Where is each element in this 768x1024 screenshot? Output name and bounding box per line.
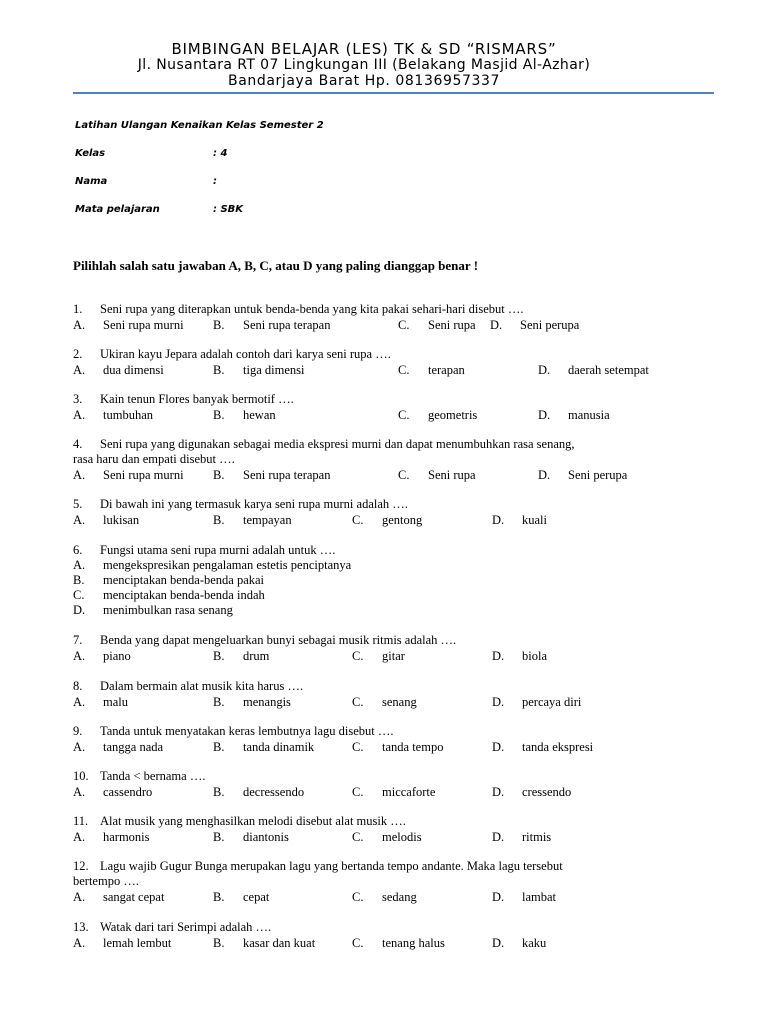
option-text: Seni rupa terapan (243, 468, 331, 482)
option-letter: A. (73, 363, 86, 377)
option-letter: A. (73, 695, 86, 709)
question-number: 2. (73, 347, 83, 361)
option-letter: B. (73, 573, 85, 587)
option-text: menimbulkan rasa senang (103, 603, 233, 617)
question-5 (73, 497, 723, 528)
option-text: cressendo (522, 785, 572, 799)
option-letter: D. (73, 603, 86, 617)
option-letter: A. (73, 890, 86, 904)
question-6 (73, 543, 723, 618)
institution-address: Jl. Nusantara RT 07 Lingkungan III (Belakang Masjid Al-Azhar) (137, 57, 591, 73)
option-text: lemah lembut (103, 936, 172, 950)
answer-options (73, 468, 723, 483)
option-letter: D. (492, 740, 505, 754)
question-stem (73, 859, 723, 874)
option-letter: B. (213, 830, 225, 844)
option-letter: A. (73, 318, 86, 332)
question-text: Alat musik yang menghasilkan melodi disebut alat musik …. (100, 814, 406, 828)
question-stem (73, 347, 723, 362)
option-text: drum (243, 649, 270, 663)
option-text: diantonis (243, 830, 289, 844)
option-letter: D. (538, 408, 551, 422)
option-letter: C. (352, 890, 364, 904)
option-text: tiga dimensi (243, 363, 305, 377)
question-stem (73, 769, 723, 784)
question-text: Di bawah ini yang termasuk karya seni rupa murni adalah …. (100, 497, 408, 511)
option-text: kaku (522, 936, 547, 950)
option-text: kasar dan kuat (243, 936, 316, 950)
question-7 (73, 633, 723, 664)
question-8 (73, 679, 723, 710)
question-text: Benda yang dapat mengeluarkan bunyi sebagai musik ritmis adalah …. (100, 633, 457, 647)
option-text: cepat (243, 890, 270, 904)
option-letter: D. (492, 785, 505, 799)
option-text: mengekspresikan pengalaman estetis penciptanya (103, 558, 352, 572)
question-text: Kain tenun Flores banyak bermotif …. (100, 392, 294, 406)
question-text: Seni rupa yang digunakan sebagai media ekspresi murni dan dapat menumbuhkan rasa senang, (100, 437, 575, 451)
question-number: 8. (73, 679, 83, 693)
option-letter: B. (213, 695, 225, 709)
question-stem (73, 497, 723, 512)
option-text: menangis (243, 695, 291, 709)
option-letter: D. (538, 468, 551, 482)
option-letter: B. (213, 890, 225, 904)
option-text: tumbuhan (103, 408, 153, 422)
instruction-text: Pilihlah salah satu jawaban A, B, C, atau D yang paling dianggap benar ! (73, 258, 479, 273)
question-stem (73, 724, 723, 739)
institution-location: Bandarjaya Barat Hp. 08136957337 (227, 73, 500, 89)
option-text: manusia (568, 408, 610, 422)
option-text: Seni rupa (428, 318, 476, 332)
nama-value: : (213, 176, 217, 187)
question-12 (73, 859, 723, 905)
option-letter: A. (73, 649, 86, 663)
option-text: percaya diri (522, 695, 582, 709)
answer-options (73, 785, 723, 800)
question-stem (73, 814, 723, 829)
answer-options (73, 513, 723, 528)
option-text: decressendo (243, 785, 305, 799)
question-number: 11. (73, 814, 89, 828)
question-number: 5. (73, 497, 83, 511)
nama-label: Nama (75, 176, 108, 187)
option-letter: D. (492, 936, 505, 950)
option-text: geometris (428, 408, 478, 422)
option-text: tanda tempo (382, 740, 444, 754)
kelas-label: Kelas (75, 148, 106, 159)
question-text: Watak dari tari Serimpi adalah …. (100, 920, 272, 934)
option-letter: D. (492, 513, 505, 527)
question-text-continued: bertempo …. (73, 874, 139, 888)
option-text: sedang (382, 890, 417, 904)
answer-options (73, 936, 723, 951)
question-number: 12. (73, 859, 89, 873)
question-text: Dalam bermain alat musik kita harus …. (100, 679, 304, 693)
option-letter: C. (352, 936, 364, 950)
option-text: Seni perupa (568, 468, 628, 482)
answer-option[interactable] (73, 603, 723, 618)
option-letter: D. (490, 318, 503, 332)
option-letter: C. (352, 785, 364, 799)
option-letter: C. (352, 740, 364, 754)
option-letter: B. (213, 363, 225, 377)
option-letter: D. (492, 830, 505, 844)
option-letter: A. (73, 936, 86, 950)
option-text: senang (382, 695, 417, 709)
question-9 (73, 724, 723, 755)
question-13 (73, 920, 723, 951)
option-letter: B. (213, 468, 225, 482)
option-text: menciptakan benda-benda indah (103, 588, 265, 602)
option-text: tangga nada (103, 740, 164, 754)
question-stem (73, 633, 723, 648)
question-number: 4. (73, 437, 83, 451)
question-stem (73, 392, 723, 407)
option-text: Seni rupa (428, 468, 476, 482)
exam-title: Latihan Ulangan Kenaikan Kelas Semester 2 (75, 120, 324, 131)
option-text: miccaforte (382, 785, 436, 799)
option-text: Seni rupa terapan (243, 318, 331, 332)
option-text: lukisan (103, 513, 140, 527)
kelas-value: : 4 (213, 148, 228, 159)
option-letter: B. (213, 318, 225, 332)
answer-option[interactable] (73, 588, 723, 603)
option-text: menciptakan benda-benda pakai (103, 573, 265, 587)
question-stem (73, 543, 723, 558)
question-number: 10. (73, 769, 89, 783)
question-number: 13. (73, 920, 89, 934)
option-text: dua dimensi (103, 363, 164, 377)
option-text: daerah setempat (568, 363, 649, 377)
option-text: biola (522, 649, 547, 663)
question-number: 7. (73, 633, 83, 647)
question-1 (73, 302, 723, 333)
option-text: cassendro (103, 785, 153, 799)
question-text: Tanda < bernama …. (100, 769, 206, 783)
option-letter: C. (398, 408, 410, 422)
option-letter: A. (73, 408, 86, 422)
option-text: ritmis (522, 830, 552, 844)
option-text: tempayan (243, 513, 292, 527)
option-letter: A. (73, 558, 86, 572)
option-text: piano (103, 649, 131, 663)
question-3 (73, 392, 723, 423)
institution-title: BIMBINGAN BELAJAR (LES) TK & SD “RISMARS” (171, 40, 557, 58)
option-letter: B. (213, 408, 225, 422)
answer-options (73, 318, 723, 333)
option-text: hewan (243, 408, 276, 422)
answer-options (73, 830, 723, 845)
option-text: Seni rupa murni (103, 468, 184, 482)
mapel-label: Mata pelajaran (75, 204, 160, 215)
option-letter: A. (73, 740, 86, 754)
option-letter: B. (213, 785, 225, 799)
answer-options (73, 890, 723, 905)
option-letter: D. (538, 363, 551, 377)
question-text: Fungsi utama seni rupa murni adalah untuk …. (100, 543, 336, 557)
option-text: harmonis (103, 830, 150, 844)
question-text: Lagu wajib Gugur Bunga merupakan lagu yang bertanda tempo andante. Maka lagu tersebut (100, 859, 563, 873)
option-letter: B. (213, 649, 225, 663)
header-divider (73, 92, 714, 94)
option-text: malu (103, 695, 128, 709)
option-letter: D. (492, 890, 505, 904)
option-letter: C. (352, 695, 364, 709)
answer-options (73, 695, 723, 710)
question-text: Ukiran kayu Jepara adalah contoh dari karya seni rupa …. (100, 347, 391, 361)
question-stem (73, 302, 723, 317)
mapel-value: : SBK (213, 204, 244, 215)
question-4 (73, 437, 723, 483)
option-letter: C. (398, 468, 410, 482)
answer-option[interactable] (73, 558, 723, 573)
option-letter: C. (352, 513, 364, 527)
question-number: 1. (73, 302, 83, 316)
option-letter: A. (73, 468, 86, 482)
option-text: gitar (382, 649, 405, 663)
option-letter: D. (492, 695, 505, 709)
option-text: terapan (428, 363, 465, 377)
option-text: tenang halus (382, 936, 445, 950)
option-letter: A. (73, 785, 86, 799)
option-letter: A. (73, 513, 86, 527)
option-text: Seni rupa murni (103, 318, 184, 332)
question-number: 3. (73, 392, 83, 406)
option-letter: C. (73, 588, 85, 602)
option-letter: C. (352, 830, 364, 844)
option-text: kuali (522, 513, 547, 527)
option-letter: B. (213, 513, 225, 527)
option-text: melodis (382, 830, 422, 844)
option-letter: B. (213, 936, 225, 950)
option-text: gentong (382, 513, 423, 527)
answer-option[interactable] (73, 573, 723, 588)
question-text: Seni rupa yang diterapkan untuk benda-benda yang kita pakai sehari-hari disebut …. (100, 302, 524, 316)
answer-options (73, 408, 723, 423)
option-letter: C. (398, 363, 410, 377)
question-10 (73, 769, 723, 800)
option-text: lambat (522, 890, 557, 904)
question-stem (73, 920, 723, 935)
option-letter: C. (398, 318, 410, 332)
answer-options (73, 649, 723, 664)
answer-options (73, 363, 723, 378)
question-text: Tanda untuk menyatakan keras lembutnya lagu disebut …. (100, 724, 394, 738)
question-11 (73, 814, 723, 845)
option-letter: B. (213, 740, 225, 754)
question-number: 6. (73, 543, 83, 557)
option-text: sangat cepat (103, 890, 165, 904)
option-text: tanda ekspresi (522, 740, 594, 754)
question-text-continued: rasa haru dan empati disebut …. (73, 452, 235, 466)
option-text: Seni perupa (520, 318, 580, 332)
option-text: tanda dinamik (243, 740, 315, 754)
question-stem (73, 437, 723, 452)
option-letter: C. (352, 649, 364, 663)
option-letter: A. (73, 830, 86, 844)
question-stem (73, 679, 723, 694)
question-number: 9. (73, 724, 83, 738)
question-2 (73, 347, 723, 378)
answer-options (73, 740, 723, 755)
option-letter: D. (492, 649, 505, 663)
